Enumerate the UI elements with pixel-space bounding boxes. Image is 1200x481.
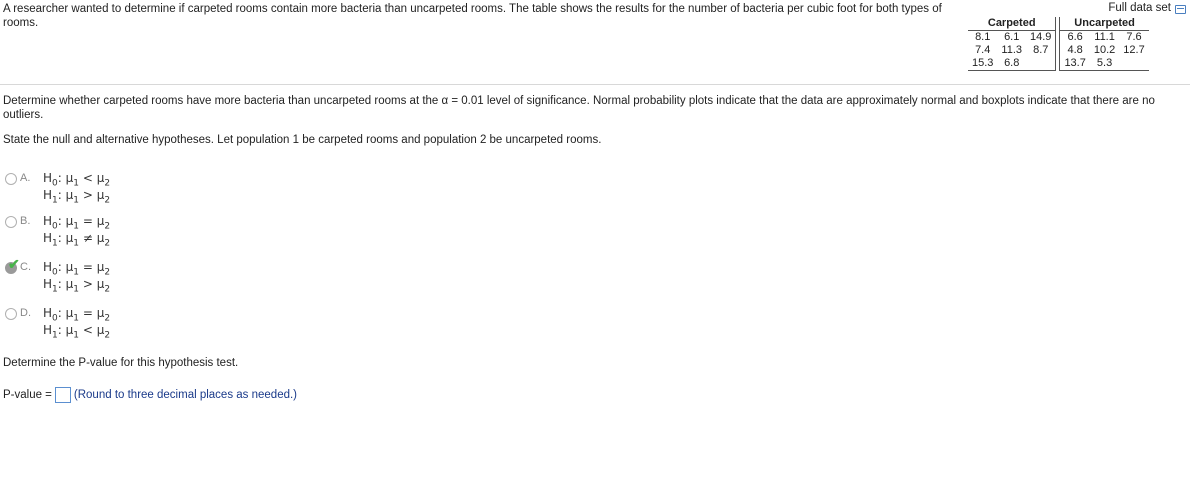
- table-cell: 11.3: [1001, 44, 1023, 56]
- h1-operator: ≠: [82, 231, 93, 245]
- alternative-hypothesis: $H_1$: $\mu_1 > \mu_2$: [43, 277, 111, 295]
- radio-button[interactable]: [5, 173, 17, 185]
- section-divider: [0, 84, 1190, 85]
- null-hypothesis: $H_0$: $\mu_1 < \mu_2$: [43, 171, 111, 189]
- pvalue-row: [3, 387, 297, 403]
- full-data-set-link[interactable]: [1108, 2, 1186, 14]
- table-cell: 6.1: [997, 31, 1026, 45]
- option-letter: C.: [20, 261, 31, 273]
- table-cell: 8.1: [968, 31, 997, 45]
- bacteria-data-table: [968, 17, 1149, 71]
- checkmark-icon: ✔: [8, 256, 20, 272]
- table-cell: 11.1: [1090, 31, 1119, 45]
- h1-operator: >: [82, 277, 93, 291]
- table-cell: 7.6: [1119, 31, 1148, 45]
- carpeted-header: Carpeted: [987, 17, 1036, 29]
- h1-operator: >: [82, 188, 93, 202]
- alternative-hypothesis: $H_1$: $\mu_1 \ne \mu_2$: [43, 231, 111, 249]
- table-cell: 13.7: [1060, 57, 1090, 71]
- determine-text: Determine whether carpeted rooms have more bacteria than uncarpeted rooms at the α = 0.01 level of significance. Normal probability plots indicate that the data are approximately normal and boxplots indicate that there are no outliers.: [3, 95, 1155, 121]
- table-cell: 12.7: [1123, 44, 1145, 56]
- table-cell: 4.8: [1067, 44, 1083, 56]
- h0-operator: =: [82, 260, 93, 274]
- state-hypotheses-text: State the null and alternative hypotheses. Let population 1 be carpeted rooms and population 2 be uncarpeted rooms.: [3, 134, 602, 146]
- table-cell: 5.3: [1090, 57, 1119, 71]
- dataset-icon[interactable]: [1175, 5, 1186, 14]
- problem-intro: A researcher wanted to determine if carpeted rooms contain more bacteria than uncarpeted rooms. The table shows the results for the number of bacteria per cubic foot for both types of rooms.: [3, 3, 942, 29]
- radio-button[interactable]: [5, 216, 17, 228]
- pvalue-label: P-value =: [3, 389, 52, 401]
- h0-operator: =: [82, 306, 93, 320]
- pvalue-hint: (Round to three decimal places as needed.): [73, 389, 298, 401]
- table-cell: 15.3: [968, 57, 997, 71]
- radio-button[interactable]: [5, 308, 17, 320]
- pvalue-input[interactable]: [55, 387, 71, 403]
- null-hypothesis: $H_0$: $\mu_1 = \mu_2$: [43, 260, 111, 278]
- null-hypothesis: $H_0$: $\mu_1 = \mu_2$: [43, 214, 111, 232]
- full-data-set-label: Full data set: [1108, 2, 1171, 14]
- null-hypothesis: $H_0$: $\mu_1 = \mu_2$: [43, 306, 111, 324]
- table-cell: 7.4: [975, 44, 991, 56]
- table-cell: [1119, 57, 1148, 71]
- option-letter: B.: [20, 215, 31, 227]
- table-cell: 6.8: [997, 57, 1026, 71]
- table-cell: 6.6: [1060, 31, 1090, 45]
- h0-operator: <: [82, 171, 93, 185]
- table-cell: 14.9: [1026, 31, 1056, 45]
- table-cell: 10.2: [1093, 44, 1116, 56]
- option-letter: A.: [20, 172, 31, 184]
- h0-operator: =: [82, 214, 93, 228]
- table-cell: [1026, 57, 1056, 71]
- alternative-hypothesis: $H_1$: $\mu_1 < \mu_2$: [43, 323, 111, 341]
- alternative-hypothesis: $H_1$: $\mu_1 > \mu_2$: [43, 188, 111, 206]
- pvalue-question: Determine the P-value for this hypothesis test.: [3, 357, 239, 369]
- h1-operator: <: [82, 323, 93, 337]
- uncarpeted-header: Uncarpeted: [1074, 17, 1135, 29]
- option-letter: D.: [20, 307, 31, 319]
- table-cell: 8.7: [1033, 44, 1049, 56]
